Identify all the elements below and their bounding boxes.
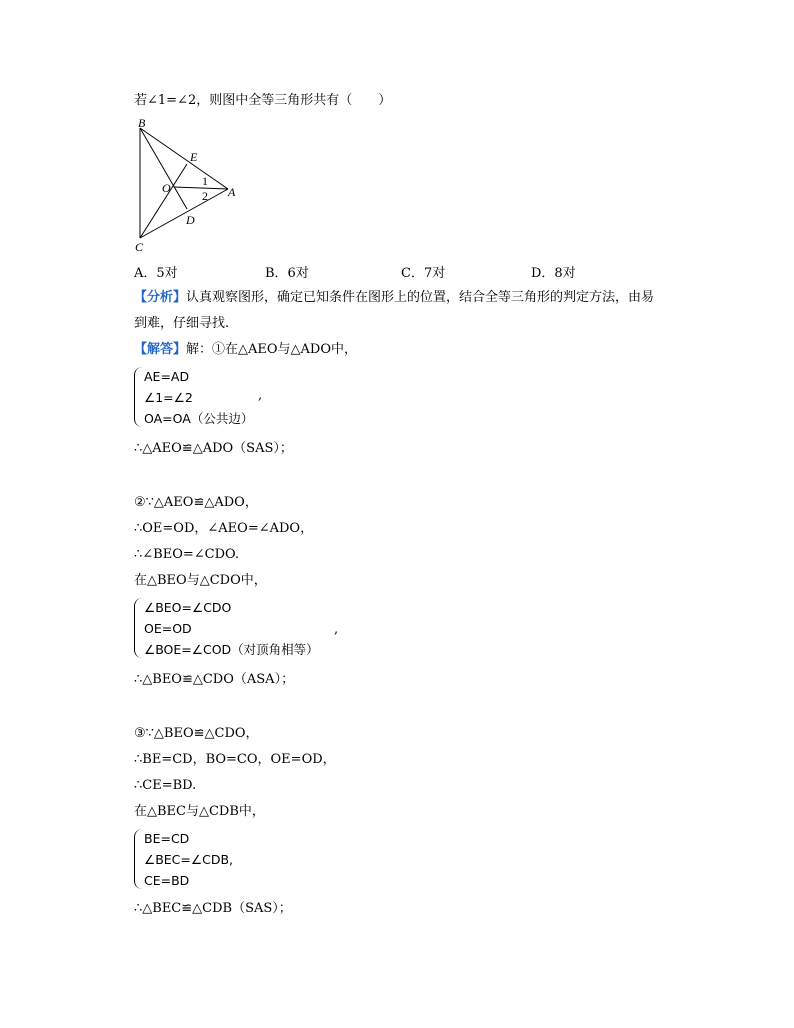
sys2-eq3: ∠BOE=∠COD（对顶角相等） [144, 642, 319, 657]
system-3 [144, 828, 233, 891]
option-d: D．8对 [531, 266, 576, 281]
sys1-comma: , [258, 388, 263, 403]
part3-line-3: ∴CE=BD. [134, 778, 197, 793]
label-B: B [138, 116, 146, 130]
sys2-comma: , [334, 622, 339, 637]
option-c: C．7对 [401, 266, 446, 281]
question-stem: 若∠1=∠2，则图中全等三角形共有（ ） [134, 93, 392, 108]
sys3-eq1: BE=CD [144, 831, 190, 846]
solution-intro-line [134, 341, 357, 359]
part3-line-2: ∴BE=CD，BO=CO，OE=OD， [134, 752, 336, 767]
sys1-eq2: ∠1=∠2 [144, 390, 193, 405]
sys1-eq1: AE=AD [144, 369, 190, 384]
label-A: A [228, 185, 236, 199]
analysis-line-2: 到难，仔细寻找. [134, 316, 230, 331]
part2-line-3: ∴∠BEO=∠CDO. [134, 547, 240, 562]
analysis-line-1 [134, 289, 654, 307]
label-D: D [186, 213, 195, 227]
conclusion-2: ∴△BEO≌△CDO（ASA）； [134, 672, 295, 687]
label-O: O [162, 181, 171, 195]
part2-line-4: 在△BEO与△CDO中， [134, 573, 267, 588]
part2-line-2: ∴OE=OD，∠AEO=∠ADO， [134, 521, 314, 536]
part2-line-1: ②∵△AEO≌△ADO， [134, 495, 258, 510]
angle-2: 2 [202, 189, 208, 203]
sys2-eq2: OE=OD [144, 621, 192, 636]
conclusion-1: ∴△AEO≌△ADO（SAS）； [134, 441, 293, 456]
sys2-eq1: ∠BEO=∠CDO [144, 600, 232, 615]
analysis-tag: 【分析】 [134, 290, 187, 305]
sys3-eq3: CE=BD [144, 873, 190, 888]
sys1-eq3: OA=OA（公共边） [144, 411, 254, 426]
geometry-figure [128, 114, 248, 256]
conclusion-3: ∴△BEC≌△CDB（SAS）； [134, 901, 292, 916]
brace-1 [134, 367, 143, 427]
part3-line-1: ③∵△BEO≌△CDO， [134, 726, 259, 741]
part3-line-4: 在△BEC与△CDB中， [134, 804, 265, 819]
label-C: C [135, 240, 144, 254]
system-1 [144, 366, 253, 429]
option-a: A．5对 [134, 266, 178, 281]
system-2 [144, 597, 319, 660]
brace-3 [134, 829, 143, 889]
solution-tag: 【解答】 [134, 342, 187, 357]
analysis-text-1: 认真观察图形，确定已知条件在图形上的位置，结合全等三角形的判定方法，由易 [186, 290, 655, 305]
angle-1: 1 [202, 174, 208, 188]
option-b: B．6对 [265, 266, 309, 281]
brace-2 [134, 598, 143, 658]
solution-intro: 解：①在△AEO与△ADO中， [186, 342, 358, 357]
sys3-eq2: ∠BEC=∠CDB, [144, 852, 233, 867]
label-E: E [190, 150, 198, 164]
